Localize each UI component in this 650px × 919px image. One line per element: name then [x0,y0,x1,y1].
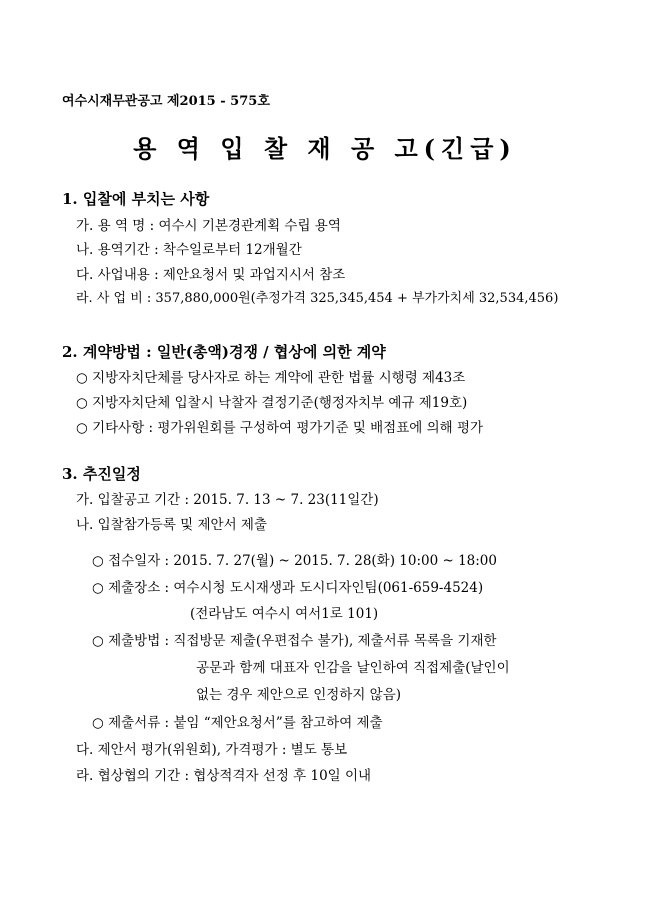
notice-number: 여수시재무관공고 제2015 - 575호 [62,94,270,109]
page-title: 용 역 입 찰 재 공 고(긴급) [133,134,517,163]
section1-item-business-content: 다. 사업내용 : 제안요청서 및 과업지시서 참조 [76,267,346,283]
receipt-date: ○ 접수일자 : 2015. 7. 27(월) ~ 2015. 7. 28(화) 10:00 ~ 18:00 [92,553,497,569]
section3-item-evaluation: 다. 제안서 평가(위원회), 가격평가 : 별도 통보 [76,742,348,758]
section1-item-service-period: 나. 용역기간 : 착수일로부터 12개월간 [76,242,302,258]
submission-documents: ○ 제출서류 : 붙임 “제안요청서”를 참고하여 제출 [92,715,383,731]
section2-item-other: ○ 기타사항 : 평가위원회를 구성하여 평가기준 및 배점표에 의해 평가 [76,420,484,436]
submission-method-line2: 공문과 함께 대표자 인감을 날인하여 직접제출(날인이 [196,660,510,676]
section1-heading: 1. 입찰에 부치는 사항 [62,190,210,208]
section2-item-criteria: ○ 지방자치단체 입찰시 낙찰자 결정기준(행정자치부 예규 제19호) [76,395,468,411]
section1-item-service-name: 가. 용 역 명 : 여수시 기본경관계획 수립 용역 [76,218,341,234]
submission-address: (전라남도 여수시 여서1로 101) [190,606,379,622]
section2-item-law: ○ 지방자치단체를 당사자로 하는 계약에 관한 법률 시행령 제43조 [76,370,466,386]
section3-heading: 3. 추진일정 [62,465,141,483]
section2-heading: 2. 계약방법 : 일반(총액)경쟁 / 협상에 의한 계약 [62,343,386,361]
submission-method: ○ 제출방법 : 직접방문 제출(우편접수 불가), 제출서류 목록을 기재한 [92,633,497,649]
submission-method-line3: 없는 경우 제안으로 인정하지 않음) [196,687,402,703]
section3-item-announcement-period: 가. 입찰공고 기간 : 2015. 7. 13 ~ 7. 23(11일간) [76,492,379,508]
section3-item-registration: 나. 입찰참가등록 및 제안서 제출 [76,517,267,533]
submission-place: ○ 제출장소 : 여수시청 도시재생과 도시디자인팀(061-659-4524) [92,580,484,596]
section1-item-budget: 라. 사 업 비 : 357,880,000원(추정가격 325,345,454 + 부가가치세 32,534,456) [76,291,559,306]
section3-item-negotiation: 라. 협상협의 기간 : 협상적격자 선정 후 10일 이내 [76,768,372,784]
